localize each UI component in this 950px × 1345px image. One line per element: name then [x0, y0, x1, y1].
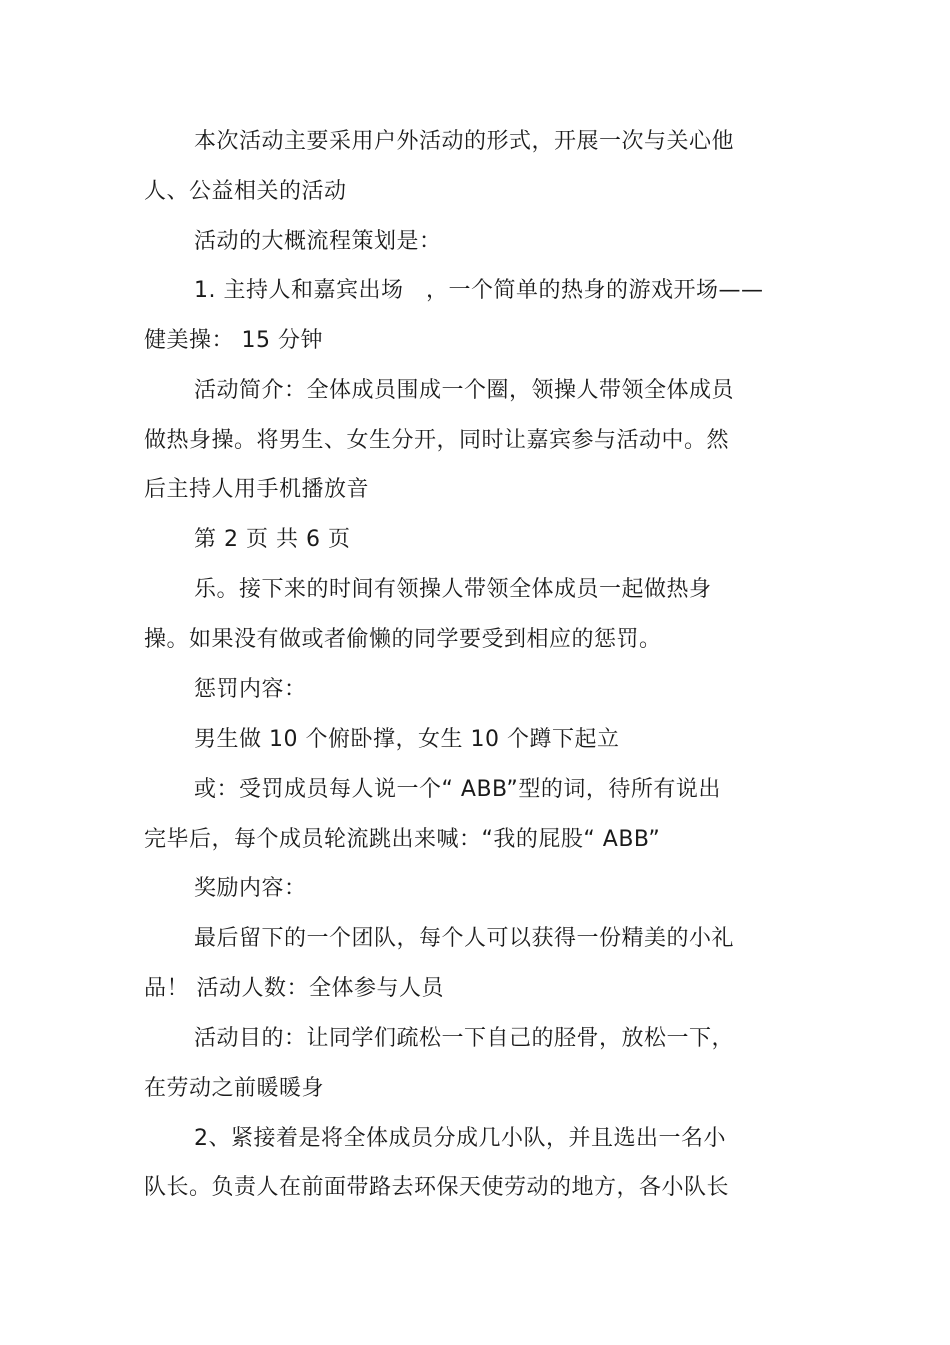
paragraph-line: 活动简介：全体成员围成一个圈，领操人带领全体成员	[194, 378, 735, 403]
paragraph-line: 完毕后，每个成员轮流跳出来喊：“我的屁股“ ABB”	[144, 827, 661, 852]
paragraph-line: 奖励内容：	[194, 876, 307, 901]
paragraph-line: 乐。接下来的时间有领操人带领全体成员一起做热身	[194, 577, 712, 602]
paragraph-line: 在劳动之前暖暖身	[144, 1076, 325, 1101]
paragraph-line: 活动的大概流程策划是：	[194, 229, 442, 254]
paragraph-line: 活动目的：让同学们疏松一下自己的胫骨，放松一下，	[194, 1026, 735, 1051]
paragraph-line: 男生做 10 个俯卧撑，女生 10 个蹲下起立	[194, 727, 620, 752]
paragraph-line: 做热身操。将男生、女生分开，同时让嘉宾参与活动中。然	[144, 428, 730, 453]
page-number: 第 2 页 共 6 页	[194, 527, 351, 552]
paragraph-line: 后主持人用手机播放音	[144, 477, 370, 502]
paragraph-line: 最后留下的一个团队，每个人可以获得一份精美的小礼	[194, 926, 735, 951]
paragraph-line: 1. 主持人和嘉宾出场 ，一个简单的热身的游戏开场——	[194, 278, 764, 303]
paragraph-line: 本次活动主要采用户外活动的形式，开展一次与关心他	[194, 129, 735, 154]
paragraph-line: 2、紧接着是将全体成员分成几小队，并且选出一名小	[194, 1126, 726, 1151]
paragraph-line: 健美操： 15 分钟	[144, 328, 323, 353]
paragraph-line: 操。如果没有做或者偷懒的同学要受到相应的惩罚。	[144, 627, 662, 652]
paragraph-line: 人、公益相关的活动	[144, 179, 347, 204]
paragraph-line: 惩罚内容：	[194, 677, 307, 702]
paragraph-line: 品！ 活动人数：全体参与人员	[144, 976, 444, 1001]
paragraph-line: 或：受罚成员每人说一个“ ABB”型的词，待所有说出	[194, 777, 721, 802]
paragraph-line: 队长。负责人在前面带路去环保天使劳动的地方，各小队长	[144, 1175, 730, 1200]
